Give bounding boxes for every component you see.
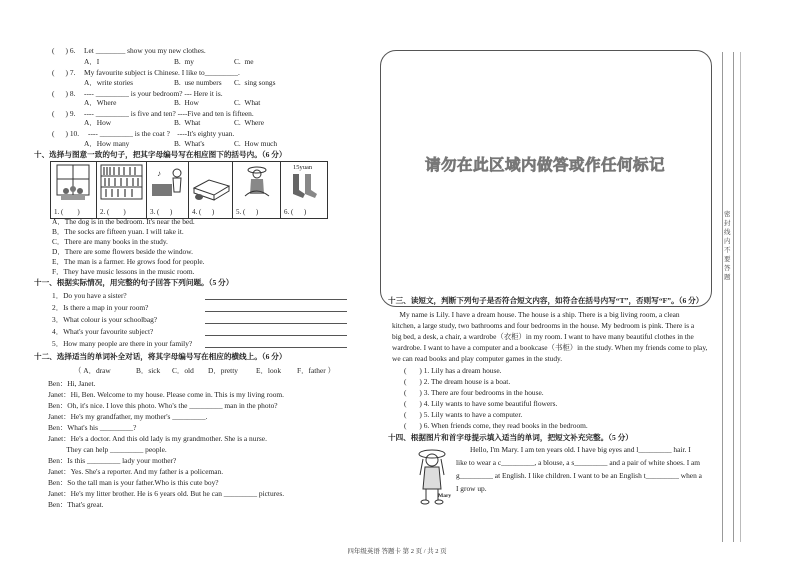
mc-stem: My favourite subject is Chinese. I like to_________.: [84, 68, 240, 77]
mc-option-c: C. What: [234, 98, 261, 107]
no-answer-zone: [380, 50, 712, 307]
sentence-b: B．The socks are fifteen yuan. I will take it.: [52, 227, 184, 236]
farmer-icon: [233, 162, 280, 204]
passage-line: wardrobe. I want to have a computer and a bookcase（书柜）in the study. When my friends come to play,: [392, 343, 708, 352]
bed-dog-icon: [189, 162, 232, 204]
passage-line: we can read books and play computer games in the study.: [392, 354, 563, 363]
dialogue-line: Ben：Is this _________ lady your mother?: [48, 456, 177, 465]
answer-blank[interactable]: 1. ( ): [54, 208, 80, 216]
section-14-title: 十四、根据图片和首字母提示填入适当的单词，把短文补充完整。（5 分）: [388, 433, 633, 442]
mc-num: ( ) 8.: [52, 89, 76, 98]
answer-blank[interactable]: 5. ( ): [236, 208, 259, 216]
tf-statement[interactable]: ( ) 4. Lily wants to have some beautiful flowers.: [404, 399, 558, 408]
bookshelf-icon: [97, 162, 146, 204]
question-2: 2．Is there a map in your room?: [52, 303, 149, 312]
mc-option-a: A．write stories: [84, 78, 134, 87]
answer-line-3[interactable]: [205, 323, 347, 324]
tf-statement[interactable]: ( ) 6. When friends come, they read books in the bedroom.: [404, 421, 588, 430]
mc-option-a: A．How many: [84, 139, 130, 148]
word-option: C．old: [172, 366, 194, 375]
watermark-text: 请勿在此区域内做答或作任何标记: [425, 156, 666, 174]
cloze-line[interactable]: g_________ at English. I like children. I want to be an English t_________ when a: [456, 471, 702, 480]
question-4: 4．What's your favourite subject?: [52, 327, 154, 336]
girl-illustration-icon: [404, 445, 460, 507]
word-option: E．look: [256, 366, 282, 375]
mc-option-a: A．Where: [84, 98, 117, 107]
sentence-d: D．There are some flowers beside the window.: [52, 247, 193, 256]
passage-line: big bed, a desk, a chair, a wardrobe（衣柜）in my room. I want to have many beautiful clothes in the: [392, 332, 694, 341]
mc-num: ( ) 10.: [52, 129, 80, 138]
music-lesson-icon: [147, 162, 188, 204]
mc-num: ( ) 6.: [52, 46, 76, 55]
mc-option-a: A．I: [84, 57, 100, 66]
answer-line-2[interactable]: [205, 311, 347, 312]
dialogue-line: They can help _________ people.: [48, 445, 167, 454]
binding-notice: 密 封 线 内 不 要 答 题: [724, 210, 731, 281]
sentence-e: E．The man is a farmer. He grows food for people.: [52, 257, 205, 266]
dialogue-line: Ben：Hi, Janet.: [48, 379, 96, 388]
sentence-a: A．The dog is in the bedroom. It's near the bed.: [52, 217, 195, 226]
answer-line-5[interactable]: [205, 347, 347, 348]
dialogue-line: Ben：So the tall man is your father.Who is this cute boy?: [48, 478, 219, 487]
mc-num: ( ) 7.: [52, 68, 76, 77]
answer-blank[interactable]: 4. ( ): [192, 208, 215, 216]
picture-row: [50, 161, 328, 219]
answer-blank[interactable]: 6. ( ): [284, 208, 307, 216]
picture-socks: [281, 162, 327, 218]
question-3: 3．What colour is your schoolbag?: [52, 315, 158, 324]
mc-stem: ---- _________ is five and ten? ----Five and ten is fifteen.: [84, 109, 254, 118]
mc-stem: ---- _________ is your bedroom? --- Here it is.: [84, 89, 223, 98]
passage-line: My name is Lily. I have a dream house. The house is a ship. There is a big living room, a clean: [392, 310, 680, 319]
price-label: 15yuan: [293, 164, 313, 171]
dialogue-line: Ben：That's great.: [48, 500, 104, 509]
mc-stem: Let ________ show you my new clothes.: [84, 46, 206, 55]
dialogue-line: Janet：He's my litter brother. He is 6 years old. But he can _________ pictures.: [48, 489, 285, 498]
mc-option-c: C. me: [234, 57, 254, 66]
sentence-c: C．There are many books in the study.: [52, 237, 168, 246]
page-footer: 四年级英语 答题卡 第 2 页 / 共 2 页: [347, 548, 447, 555]
passage-line: kitchen, a large study, two bathrooms and four bedrooms in the house. My bedroom is pink. There is a: [392, 321, 695, 330]
section-13-title: 十三、读短文，判断下列句子是否符合短文内容，如符合在括号内写“T”，否则写“F”。（6 分）: [388, 296, 704, 305]
section-11-title: 十一、根据实际情况，用完整的句子回答下列问题。（5 分）: [34, 278, 234, 287]
word-option: F．father ）: [297, 366, 335, 375]
answer-blank[interactable]: 2. ( ): [100, 208, 126, 216]
tf-statement[interactable]: ( ) 5. Lily wants to have a computer.: [404, 410, 523, 419]
mc-option-b: B. How: [174, 98, 199, 107]
tf-statement[interactable]: ( ) 2. The dream house is a boat.: [404, 377, 511, 386]
svg-text:♪: ♪: [157, 169, 161, 178]
cloze-line: I grow up.: [456, 484, 487, 493]
tf-statement[interactable]: ( ) 1. Lily has a dream house.: [404, 366, 502, 375]
mc-option-c: C. sing songs: [234, 78, 276, 87]
binding-strip: [722, 52, 734, 542]
answer-blank[interactable]: 3. ( ): [150, 208, 173, 216]
section-12-title: 十二、选择适当的单词补全对话，将其字母编号写在相应的横线上。（6 分）: [34, 352, 287, 361]
sentence-f: F．They have music lessons in the music room.: [52, 267, 195, 276]
picture-dog-bedroom: [189, 162, 233, 218]
mc-option-b: B. What: [174, 118, 201, 127]
mc-option-c: C. Where: [234, 118, 265, 127]
question-1: 1．Do you have a sister?: [52, 291, 127, 300]
dialogue-line: Ben：Oh, it's nice. I love this photo. Who's the _________ man in the photo?: [48, 401, 278, 410]
word-option: （ A．draw: [74, 366, 111, 375]
mary-figure: [404, 445, 460, 507]
dialogue-line: Janet：Yes. She's a reporter. And my father is a policeman.: [48, 467, 224, 476]
picture-music-lesson: [147, 162, 189, 218]
cloze-line[interactable]: like to wear a c_________, a blouse, a s_________ and a pair of white shoes. I am: [456, 458, 701, 467]
picture-farmer: [233, 162, 281, 218]
section-10-title: 十、选择与图意一致的句子，把其字母编号写在相应图下的括号内。（6 分）: [34, 150, 287, 159]
mc-num: ( ) 9.: [52, 109, 76, 118]
binding-line: [740, 52, 741, 542]
question-5: 5．How many people are there in your family?: [52, 339, 193, 348]
window-flowers-icon: [51, 162, 96, 204]
mc-option-b: B. use numbers: [174, 78, 222, 87]
cloze-line[interactable]: Hello, I'm Mary. I am ten years old. I have big eyes and l_________ hair. I: [470, 445, 691, 454]
figure-label: Mary: [438, 493, 452, 499]
mc-option-a: A．How: [84, 118, 112, 127]
mc-option-b: B. my: [174, 57, 194, 66]
picture-study-books: [97, 162, 147, 218]
answer-line-1[interactable]: [205, 299, 347, 300]
picture-window-flowers: [51, 162, 97, 218]
answer-line-4[interactable]: [205, 335, 347, 336]
word-option: D．pretty: [208, 366, 238, 375]
socks-icon: [281, 162, 326, 204]
mc-stem: ---- _________ is the coat ? ----It's eighty yuan.: [88, 129, 235, 138]
word-option: B．sick: [136, 366, 161, 375]
dialogue-line: Ben：What's his _________?: [48, 423, 137, 432]
mc-option-b: B. What's: [174, 139, 205, 148]
dialogue-line: Janet：He's a doctor. And this old lady is my grandmother. She is a nurse.: [48, 434, 267, 443]
mc-option-c: C. How much: [234, 139, 278, 148]
dialogue-line: Janet：Hi, Ben. Welcome to my house. Please come in. This is my living room.: [48, 390, 285, 399]
tf-statement[interactable]: ( ) 3. There are four bedrooms in the house.: [404, 388, 544, 397]
dialogue-line: Janet：He's my grandfather, my mother's _________.: [48, 412, 208, 421]
